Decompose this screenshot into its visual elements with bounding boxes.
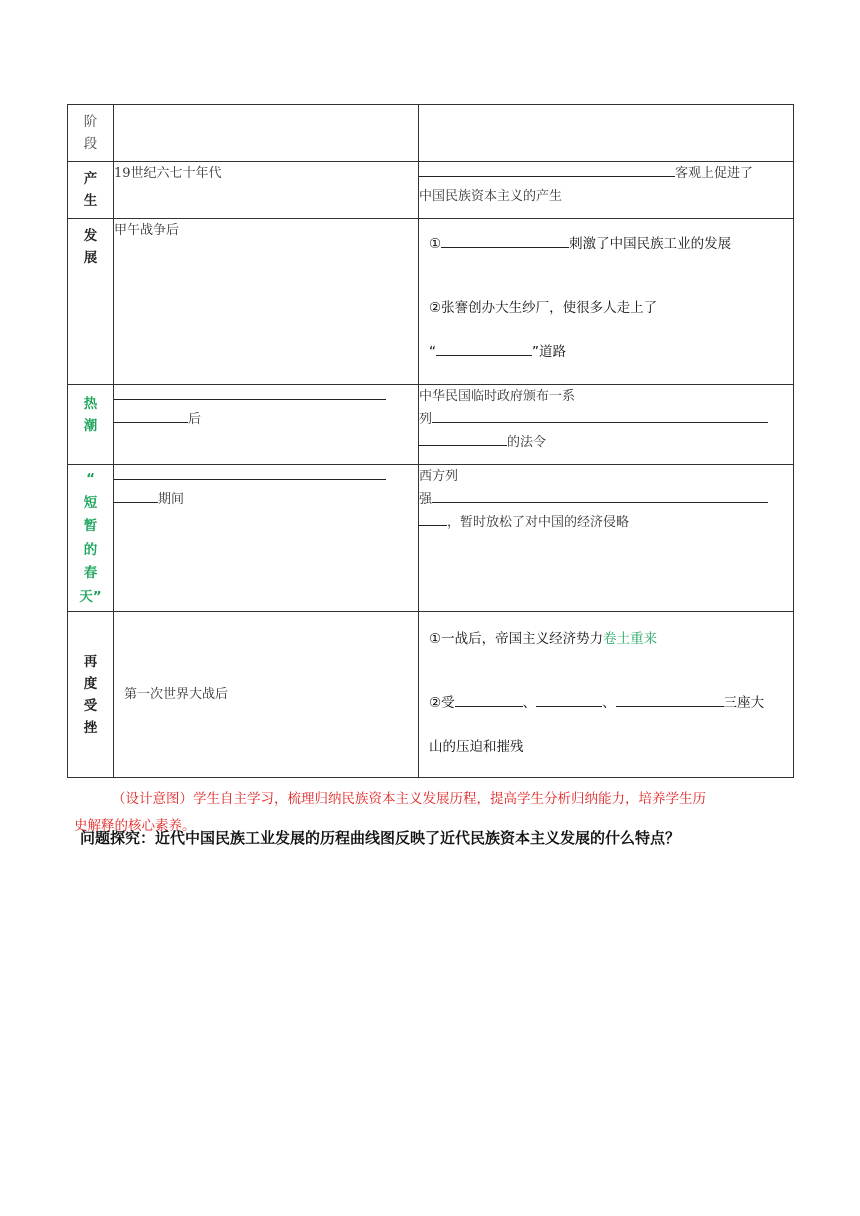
fill-blank[interactable] <box>114 488 158 503</box>
event-cell: 客观上促进了 中国民族资本主义的产生 <box>419 162 794 219</box>
table-row <box>68 385 794 465</box>
inquiry-question: 问题探究：近代中国民族工业发展的历程曲线图反映了近代民族资本主义发展的什么特点？ <box>80 829 681 847</box>
stage-cell: 再 度 受 挫 <box>68 612 114 778</box>
fill-blank[interactable] <box>419 511 447 526</box>
time-cell: 期间 <box>114 465 419 612</box>
fill-blank[interactable] <box>114 408 188 423</box>
fill-blank[interactable] <box>441 233 569 248</box>
fill-blank[interactable] <box>536 692 602 707</box>
time-cell: 甲午战争后 <box>114 219 419 385</box>
fill-blank[interactable] <box>419 162 675 177</box>
stage-header-cell: 阶 段 <box>68 105 114 162</box>
time-cell: 第一次世界大战后 <box>114 612 419 778</box>
fill-blank[interactable] <box>432 488 768 503</box>
table-header-row <box>68 105 794 162</box>
fill-blank[interactable] <box>616 692 724 707</box>
fill-blank[interactable] <box>114 465 386 480</box>
fill-blank[interactable] <box>432 408 768 423</box>
table-row <box>68 219 794 385</box>
fill-blank[interactable] <box>419 431 507 446</box>
table-row <box>68 465 794 612</box>
fill-blank[interactable] <box>436 341 532 356</box>
event-cell: ① 刺激了中国民族工业的发展 ②张謇创办大生纱厂，使很多人走上了 “ ”道路 <box>419 219 794 385</box>
time-cell: 后 <box>114 385 419 465</box>
event-cell: ①一战后，帝国主义经济势力卷土重来 ②受 、 、 三座大 山的压迫和摧残 <box>419 612 794 778</box>
event-cell: 西方列 强 ，暂时放松了对中国的经济侵略 <box>419 465 794 612</box>
event-header-cell <box>419 105 794 162</box>
design-intent: （设计意图）学生自主学习，梳理归纳民族资本主义发展历程，提高学生分析归纳能力，培养学生历 史解释的核心素养。 <box>74 791 706 834</box>
table-row <box>68 162 794 219</box>
stage-cell: 产 生 <box>68 162 114 219</box>
stage-cell: 热 潮 <box>68 385 114 465</box>
time-header-cell <box>114 105 419 162</box>
event-cell: 中华民国临时政府颁布一系 列 的法令 <box>419 385 794 465</box>
time-cell: 19世纪六七十年代 <box>114 162 419 219</box>
fill-blank[interactable] <box>455 692 523 707</box>
table-row <box>68 612 794 778</box>
stage-cell: “ 短 暂 的 春 天” <box>68 465 114 612</box>
stages-table <box>67 104 794 778</box>
stage-cell: 发 展 <box>68 219 114 385</box>
fill-blank[interactable] <box>114 385 386 400</box>
